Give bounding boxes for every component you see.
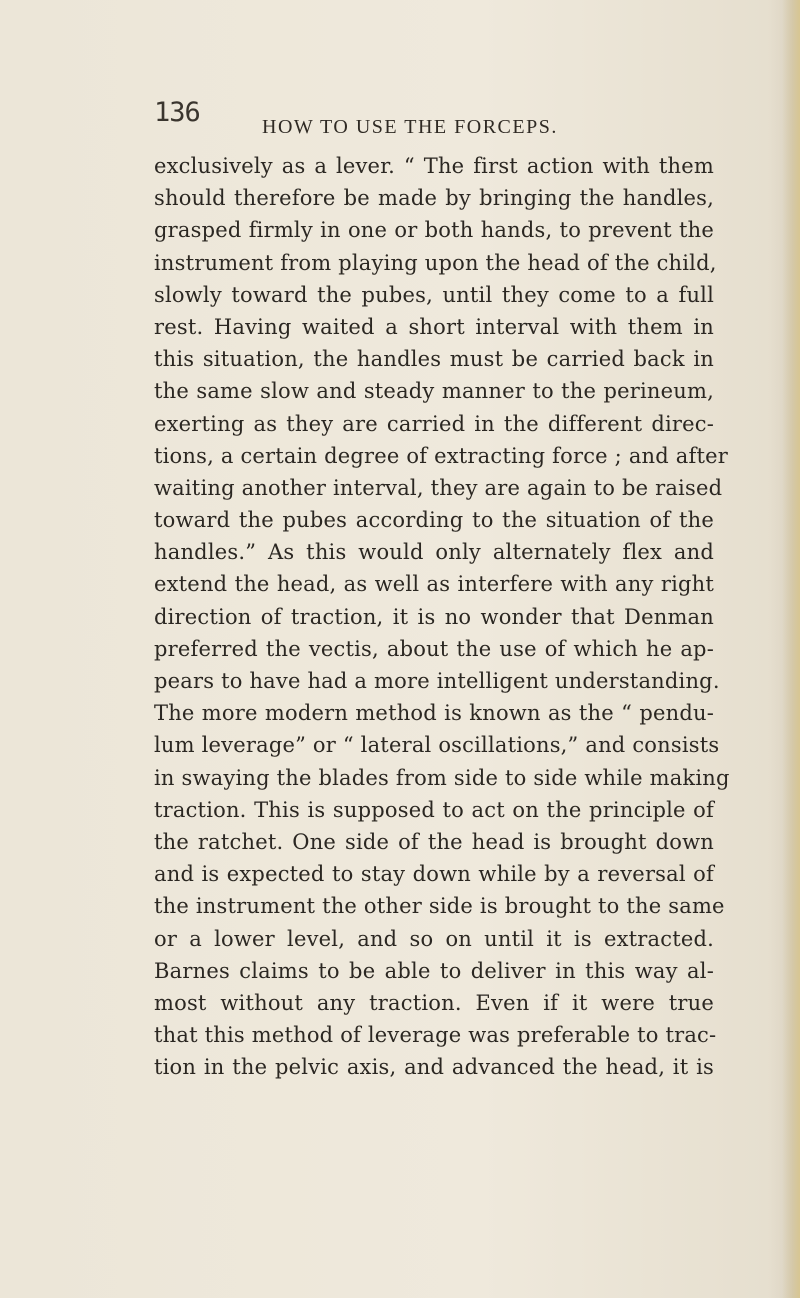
text-line: or a lower level, and so on until it is extracted. <box>154 926 714 951</box>
text-line: the ratchet. One side of the head is brought down <box>154 829 714 854</box>
text-line: pears to have had a more intelligent understanding. <box>154 669 720 693</box>
running-head: HOW TO USE THE FORCEPS. <box>262 116 558 138</box>
text-line: lum leverage” or “ lateral oscillations,” and consists <box>154 733 720 758</box>
text-line: traction. This is supposed to act on the principle of <box>154 797 714 822</box>
text-line: Barnes claims to be able to deliver in this way al- <box>154 958 714 983</box>
text-line: The more modern method is known as the “ pendu- <box>154 701 714 726</box>
text-line: toward the pubes according to the situation of the <box>154 508 714 533</box>
text-line: exclusively as a lever. “ The first action with them <box>154 154 714 178</box>
text-line: and is expected to stay down while by a reversal of <box>154 862 714 887</box>
page-number: 136 <box>154 97 200 128</box>
text-line: most without any traction. Even if it were true <box>154 990 714 1015</box>
text-line: should therefore be made by bringing the handles, <box>154 186 714 211</box>
text-line: exerting as they are carried in the different direc- <box>154 411 714 436</box>
text-line: handles.” As this would only alternately flex and <box>154 540 714 565</box>
text-line: this situation, the handles must be carried back in <box>154 347 714 372</box>
body-text <box>154 150 730 1083</box>
text-line: in swaying the blades from side to side while making <box>154 765 730 790</box>
text-line: direction of traction, it is no wonder that Denman <box>154 604 714 629</box>
text-line: preferred the vectis, about the use of which he ap- <box>154 636 714 661</box>
text-line: rest. Having waited a short interval with them in <box>154 314 714 339</box>
text-line: tion in the pelvic axis, and advanced the head, it is <box>154 1055 714 1080</box>
page-edge-shadow <box>782 0 800 1298</box>
text-line: grasped firmly in one or both hands, to prevent the <box>154 218 714 243</box>
text-line: that this method of leverage was preferable to trac- <box>154 1023 717 1048</box>
text-line: the instrument the other side is brought to the same <box>154 894 725 919</box>
text-line: the same slow and steady manner to the perineum, <box>154 379 714 404</box>
text-line: instrument from playing upon the head of the child, <box>154 250 717 275</box>
text-line: slowly toward the pubes, until they come to a full <box>154 282 714 307</box>
text-line: waiting another interval, they are again to be raised <box>154 475 723 500</box>
text-line: tions, a certain degree of extracting force ; and after <box>154 443 728 468</box>
text-line: extend the head, as well as interfere with any right <box>154 572 714 597</box>
